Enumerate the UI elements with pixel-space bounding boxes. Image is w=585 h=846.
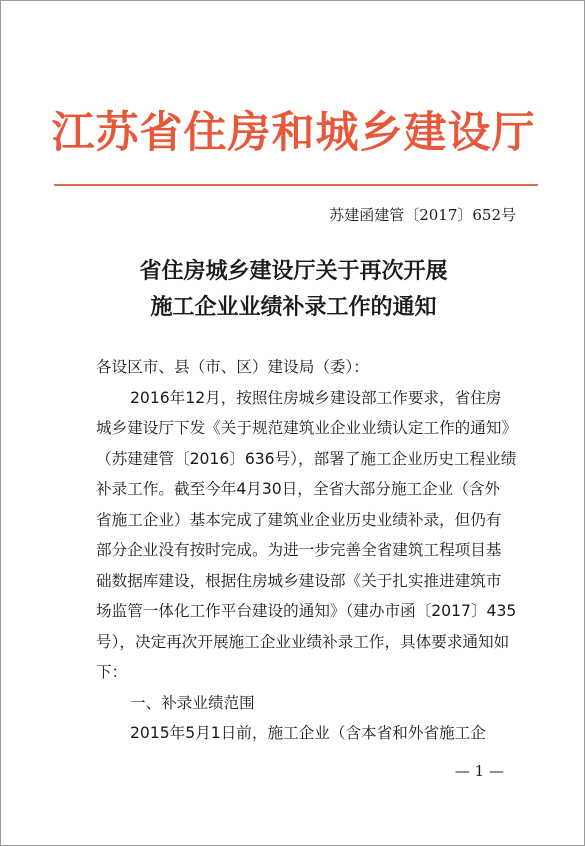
body-line: 场监管一体化工作平台建设的通知》（建办市函〔2017〕435 <box>96 602 517 620</box>
body-line: 城乡建设厅下发《关于规范建筑业企业业绩认定工作的通知》 <box>96 419 518 437</box>
body-line: 2015年5月1日前，施工企业（含本省和外省施工企 <box>130 724 486 742</box>
salutation: 各设区市、县（市、区）建设局（委）： <box>96 358 369 376</box>
section-heading: 一、补录业绩范围 <box>130 693 255 712</box>
body-line: 部分企业没有按时完成。为进一步完善全省建筑工程项目基 <box>96 541 502 559</box>
body-line: 下： <box>96 663 128 681</box>
document-title-line-1: 省住房城乡建设厅关于再次开展 <box>139 259 448 284</box>
body-line: （苏建建管〔2016〕636号），部署了施工企业历史工程业绩 <box>96 449 517 468</box>
body-line: 2016年12月，按照住房城乡建设部工作要求，省住房 <box>130 388 502 407</box>
document-body <box>96 352 518 749</box>
agency-masthead: 江苏省住房和城乡建设厅 <box>51 108 536 158</box>
document-number: 苏建函建管〔2017〕652号 <box>329 206 516 224</box>
body-line: 号），决定再次开展施工企业业绩补录工作，具体要求通知如 <box>96 632 510 651</box>
body-line: 补录工作。截至今年4月30日，全省大部分施工企业（含外 <box>96 480 501 498</box>
body-line: 础数据库建设，根据住房城乡建设部《关于扎实推进建筑市 <box>96 571 502 590</box>
masthead-red-rule <box>54 184 538 186</box>
document-title-line-2: 施工企业业绩补录工作的通知 <box>150 295 437 320</box>
page-number: — 1 — <box>454 762 504 780</box>
body-line: 省施工企业）基本完成了建筑业企业历史业绩补录，但仍有 <box>96 510 502 529</box>
